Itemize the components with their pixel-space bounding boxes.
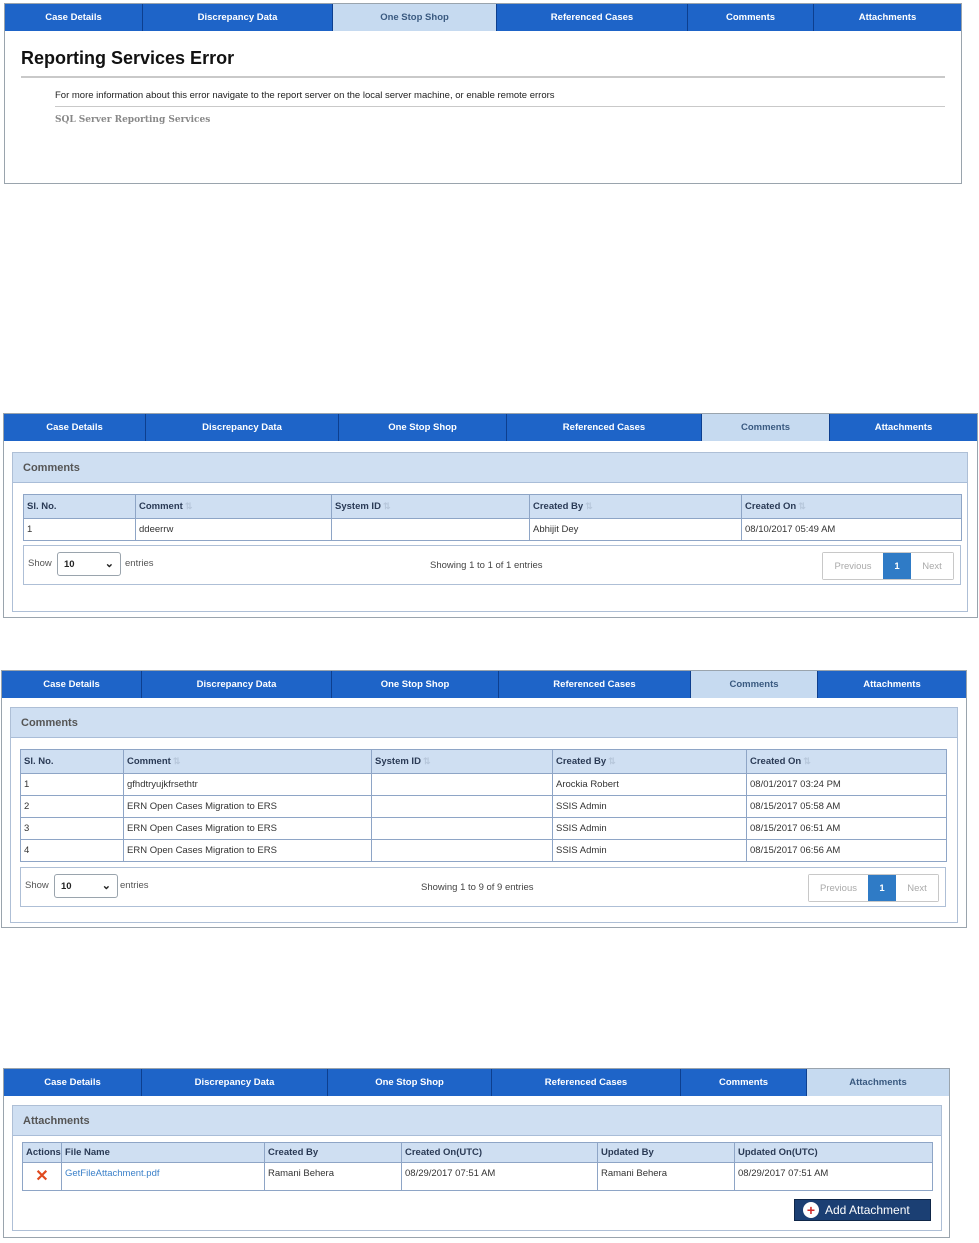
tab-case-details[interactable]: Case Details: [2, 671, 142, 698]
add-attachment-label: Add Attachment: [825, 1203, 910, 1217]
page-1-button[interactable]: 1: [883, 553, 911, 579]
cell: 3: [21, 818, 124, 840]
tab-comments[interactable]: Comments: [702, 414, 830, 441]
tab-discrepancy-data[interactable]: Discrepancy Data: [142, 671, 332, 698]
table-header-row: [21, 750, 947, 774]
col-created-by: Created By: [265, 1143, 402, 1163]
cell: gfhdtryujkfrsethtr: [124, 774, 372, 796]
tab-one-stop-shop[interactable]: One Stop Shop: [339, 414, 507, 441]
cell: 1: [24, 519, 136, 541]
cell: 08/29/2017 07:51 AM: [735, 1163, 933, 1191]
error-message: For more information about this error navigate to the report server on the local server machine, or enable remote errors: [55, 90, 555, 101]
col-sl-no[interactable]: Sl. No.: [21, 750, 124, 774]
tab-referenced-cases[interactable]: Referenced Cases: [492, 1069, 681, 1096]
show-label: Show: [28, 558, 52, 569]
sort-icon[interactable]: ⇅: [422, 756, 431, 766]
tab-bar: [4, 414, 977, 441]
cell: SSIS Admin: [553, 818, 747, 840]
cell: 08/15/2017 06:51 AM: [747, 818, 947, 840]
table-row[interactable]: [21, 840, 947, 862]
col-system-id[interactable]: System ID ⇅: [372, 750, 553, 774]
cell: 4: [21, 840, 124, 862]
tab-discrepancy-data[interactable]: Discrepancy Data: [142, 1069, 328, 1096]
tab-attachments[interactable]: Attachments: [858, 12, 917, 23]
cell: 2: [21, 796, 124, 818]
section-title: Comments: [11, 708, 957, 738]
next-button[interactable]: Next: [896, 875, 938, 901]
cell: ERN Open Cases Migration to ERS: [124, 840, 372, 862]
pagination: [808, 874, 939, 902]
previous-button[interactable]: Previous: [823, 553, 883, 579]
section-title: Comments: [13, 453, 967, 483]
cell: 08/15/2017 06:56 AM: [747, 840, 947, 862]
tab-referenced-cases[interactable]: Referenced Cases: [499, 671, 691, 698]
tab-one-stop-shop[interactable]: One Stop Shop: [332, 671, 499, 698]
cell: ddeerrw: [136, 519, 332, 541]
cell: ERN Open Cases Migration to ERS: [124, 818, 372, 840]
cell: 08/01/2017 03:24 PM: [747, 774, 947, 796]
cell: Ramani Behera: [598, 1163, 735, 1191]
tab-attachments[interactable]: Attachments: [874, 422, 933, 433]
table-header-row: [24, 495, 962, 519]
entries-label: entries: [125, 558, 154, 569]
tab-referenced-cases[interactable]: Referenced Cases: [507, 414, 702, 441]
tab-one-stop-shop[interactable]: One Stop Shop: [333, 4, 497, 31]
cell: 08/29/2017 07:51 AM: [402, 1163, 598, 1191]
chevron-down-icon: ⌄: [101, 880, 111, 892]
col-comment[interactable]: Comment ⇅: [136, 495, 332, 519]
error-title: Reporting Services Error: [21, 48, 235, 68]
error-footer: SQL Server Reporting Services: [55, 115, 211, 125]
tab-bar: [2, 671, 966, 698]
tab-comments[interactable]: Comments: [688, 4, 814, 31]
cell: Ramani Behera: [265, 1163, 402, 1191]
tab-case-details[interactable]: Case Details: [5, 4, 143, 31]
tab-attachments[interactable]: Attachments: [863, 679, 921, 690]
col-sl-no[interactable]: Sl. No.: [24, 495, 136, 519]
show-label: Show: [25, 880, 49, 891]
cell-file-name: [62, 1163, 265, 1191]
cell: 08/15/2017 05:58 AM: [747, 796, 947, 818]
col-created-on: Created On(UTC): [402, 1143, 598, 1163]
page-size-select[interactable]: 10 ⌄: [54, 874, 118, 898]
cell-actions: [23, 1163, 62, 1191]
chevron-down-icon: ⌄: [104, 558, 114, 570]
comments-table: [23, 494, 962, 541]
table-row: [23, 1163, 933, 1191]
divider: [21, 76, 945, 78]
col-actions: Actions: [23, 1143, 62, 1163]
cell: SSIS Admin: [553, 796, 747, 818]
showing-info: Showing 1 to 9 of 9 entries: [421, 882, 534, 893]
plus-icon: +: [803, 1202, 819, 1218]
attachments-table: [22, 1142, 933, 1191]
cell: [372, 840, 553, 862]
tab-discrepancy-data[interactable]: Discrepancy Data: [143, 4, 333, 31]
tab-case-details[interactable]: Case Details: [4, 414, 146, 441]
table-header-row: [23, 1143, 933, 1163]
table-row[interactable]: [21, 796, 947, 818]
table-row[interactable]: [21, 774, 947, 796]
col-created-on[interactable]: Created On ⇅: [742, 495, 962, 519]
comments-table: [20, 749, 947, 862]
tab-referenced-cases[interactable]: Referenced Cases: [497, 4, 688, 31]
delete-x-icon[interactable]: ✕: [35, 1167, 49, 1185]
page-1-button[interactable]: 1: [868, 875, 896, 901]
next-button[interactable]: Next: [911, 553, 953, 579]
comments-panel-1: [3, 413, 978, 618]
pagination: [822, 552, 954, 580]
sort-icon[interactable]: ⇅: [585, 501, 593, 511]
sort-icon[interactable]: ⇅: [608, 756, 616, 766]
cell: 08/10/2017 05:49 AM: [742, 519, 962, 541]
col-updated-on: Updated On(UTC): [735, 1143, 933, 1163]
cell: ERN Open Cases Migration to ERS: [124, 796, 372, 818]
comments-panel-2: [1, 670, 967, 928]
tab-case-details[interactable]: Case Details: [4, 1069, 142, 1096]
sort-icon[interactable]: ⇅: [184, 501, 193, 511]
cell: [372, 774, 553, 796]
cell: [372, 796, 553, 818]
tab-discrepancy-data[interactable]: Discrepancy Data: [146, 414, 339, 441]
col-created-by[interactable]: Created By ⇅: [553, 750, 747, 774]
table-row[interactable]: [21, 818, 947, 840]
divider: [55, 106, 945, 107]
page-size-select[interactable]: 10 ⌄: [57, 552, 121, 576]
cell: [372, 818, 553, 840]
entries-label: entries: [120, 880, 149, 891]
cell: SSIS Admin: [553, 840, 747, 862]
col-created-on[interactable]: Created On ⇅: [747, 750, 947, 774]
tab-bar: [5, 4, 961, 31]
showing-info: Showing 1 to 1 of 1 entries: [430, 560, 543, 571]
table-footer: [20, 867, 946, 907]
sort-icon[interactable]: ⇅: [798, 501, 806, 511]
tab-bar: [4, 1069, 949, 1096]
sort-icon[interactable]: ⇅: [172, 756, 181, 766]
cell: Arockia Robert: [553, 774, 747, 796]
tab-comments[interactable]: Comments: [691, 671, 818, 698]
sort-icon[interactable]: ⇅: [803, 756, 811, 766]
section-title: Attachments: [13, 1106, 941, 1136]
tab-one-stop-shop[interactable]: One Stop Shop: [328, 1069, 492, 1096]
cell: Abhijit Dey: [530, 519, 742, 541]
table-footer: [23, 545, 961, 585]
add-attachment-button[interactable]: [794, 1199, 931, 1221]
error-panel: [4, 3, 962, 184]
tab-comments[interactable]: Comments: [681, 1069, 807, 1096]
sort-icon[interactable]: ⇅: [382, 501, 391, 511]
cell: [332, 519, 530, 541]
col-created-by[interactable]: Created By ⇅: [530, 495, 742, 519]
col-updated-by: Updated By: [598, 1143, 735, 1163]
col-file-name: File Name: [62, 1143, 265, 1163]
col-comment[interactable]: Comment ⇅: [124, 750, 372, 774]
cell: 1: [21, 774, 124, 796]
table-row[interactable]: [24, 519, 962, 541]
file-link[interactable]: GetFileAttachment.pdf: [65, 1168, 160, 1179]
previous-button[interactable]: Previous: [809, 875, 868, 901]
col-system-id[interactable]: System ID ⇅: [332, 495, 530, 519]
tab-attachments[interactable]: Attachments: [807, 1069, 949, 1096]
